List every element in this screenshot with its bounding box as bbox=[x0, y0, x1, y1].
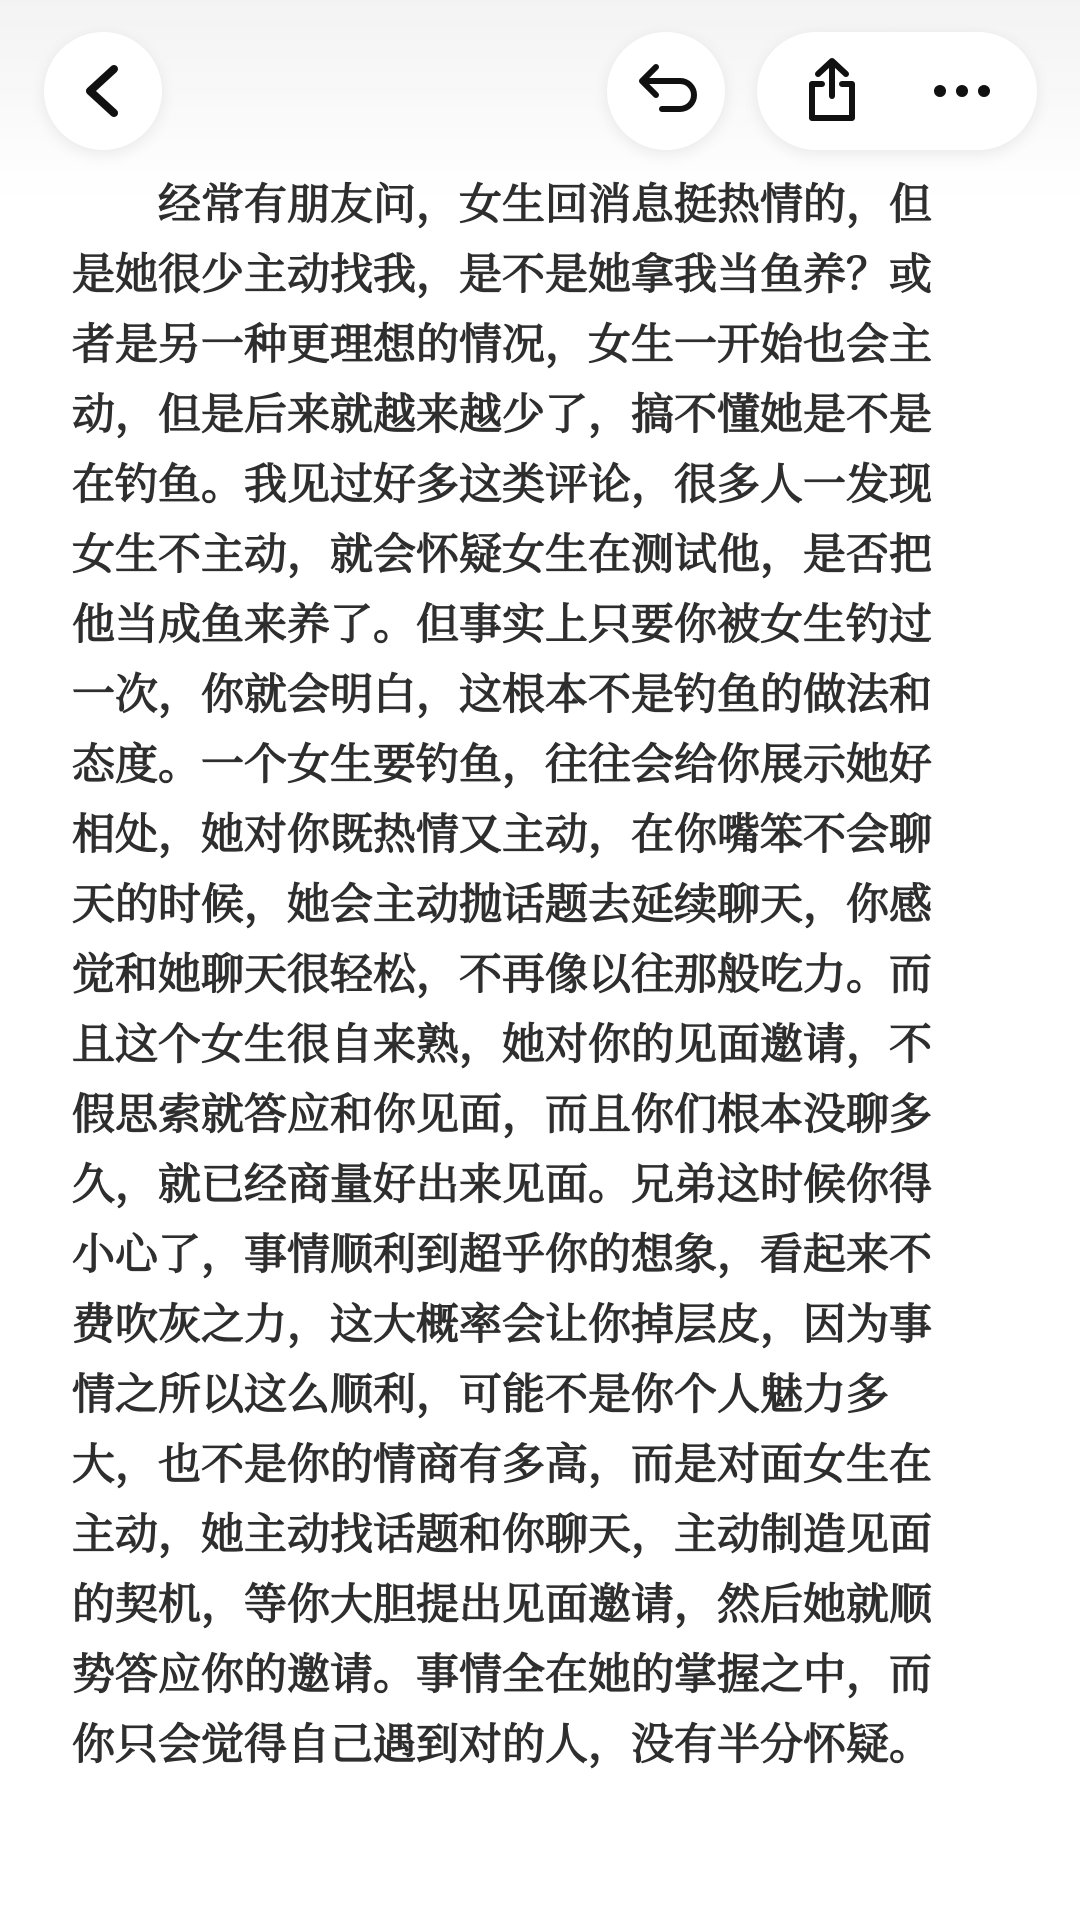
article-line: 女生不主动，就会怀疑女生在测试他，是否把 bbox=[72, 530, 932, 580]
article-line: 久，就已经商量好出来见面。兄弟这时候你得 bbox=[72, 1160, 932, 1210]
article-line: 相处，她对你既热情又主动，在你嘴笨不会聊 bbox=[72, 810, 932, 860]
article-line: 大，也不是你的情商有多高，而是对面女生在 bbox=[72, 1440, 932, 1490]
action-group bbox=[757, 32, 1037, 150]
article-line: 他当成鱼来养了。但事实上只要你被女生钓过 bbox=[72, 600, 932, 650]
article-line: 主动，她主动找话题和你聊天，主动制造见面 bbox=[72, 1510, 932, 1560]
article-line: 费吹灰之力，这大概率会让你掉层皮，因为事 bbox=[72, 1300, 932, 1350]
article-line: 一次，你就会明白，这根本不是钓鱼的做法和 bbox=[72, 670, 932, 720]
article-line: 动，但是后来就越来越少了，搞不懂她是不是 bbox=[72, 390, 932, 440]
back-button[interactable] bbox=[44, 32, 162, 150]
article-line: 态度。一个女生要钓鱼，往往会给你展示她好 bbox=[72, 740, 932, 790]
article-line: 的契机，等你大胆提出见面邀请，然后她就顺 bbox=[72, 1580, 932, 1630]
share-button[interactable] bbox=[777, 32, 887, 150]
article-line: 是她很少主动找我，是不是她拿我当鱼养？或 bbox=[72, 250, 932, 300]
article-body bbox=[72, 170, 1012, 1780]
article-line: 者是另一种更理想的情况，女生一开始也会主 bbox=[72, 320, 932, 370]
article-line: 天的时候，她会主动抛话题去延续聊天，你感 bbox=[72, 880, 932, 930]
undo-arrow-icon bbox=[634, 61, 698, 121]
article-line: 觉和她聊天很轻松，不再像以往那般吃力。而 bbox=[72, 950, 932, 1000]
more-button[interactable] bbox=[907, 32, 1017, 150]
article-line: 情之所以这么顺利，可能不是你个人魅力多 bbox=[72, 1370, 889, 1420]
article-line: 经常有朋友问，女生回消息挺热情的，但 bbox=[158, 180, 932, 230]
article-line: 且这个女生很自来熟，她对你的见面邀请，不 bbox=[72, 1020, 932, 1070]
more-dots-icon bbox=[932, 81, 992, 101]
article-line: 假思索就答应和你见面，而且你们根本没聊多 bbox=[72, 1090, 932, 1140]
article-line: 小心了，事情顺利到超乎你的想象，看起来不 bbox=[72, 1230, 932, 1280]
article-line: 你只会觉得自己遇到对的人，没有半分怀疑。 bbox=[72, 1720, 932, 1770]
chevron-left-icon bbox=[78, 61, 128, 121]
article-line: 势答应你的邀请。事情全在她的掌握之中，而 bbox=[72, 1650, 932, 1700]
undo-button[interactable] bbox=[607, 32, 725, 150]
article-line: 在钓鱼。我见过好多这类评论，很多人一发现 bbox=[72, 460, 932, 510]
share-icon bbox=[802, 56, 862, 126]
